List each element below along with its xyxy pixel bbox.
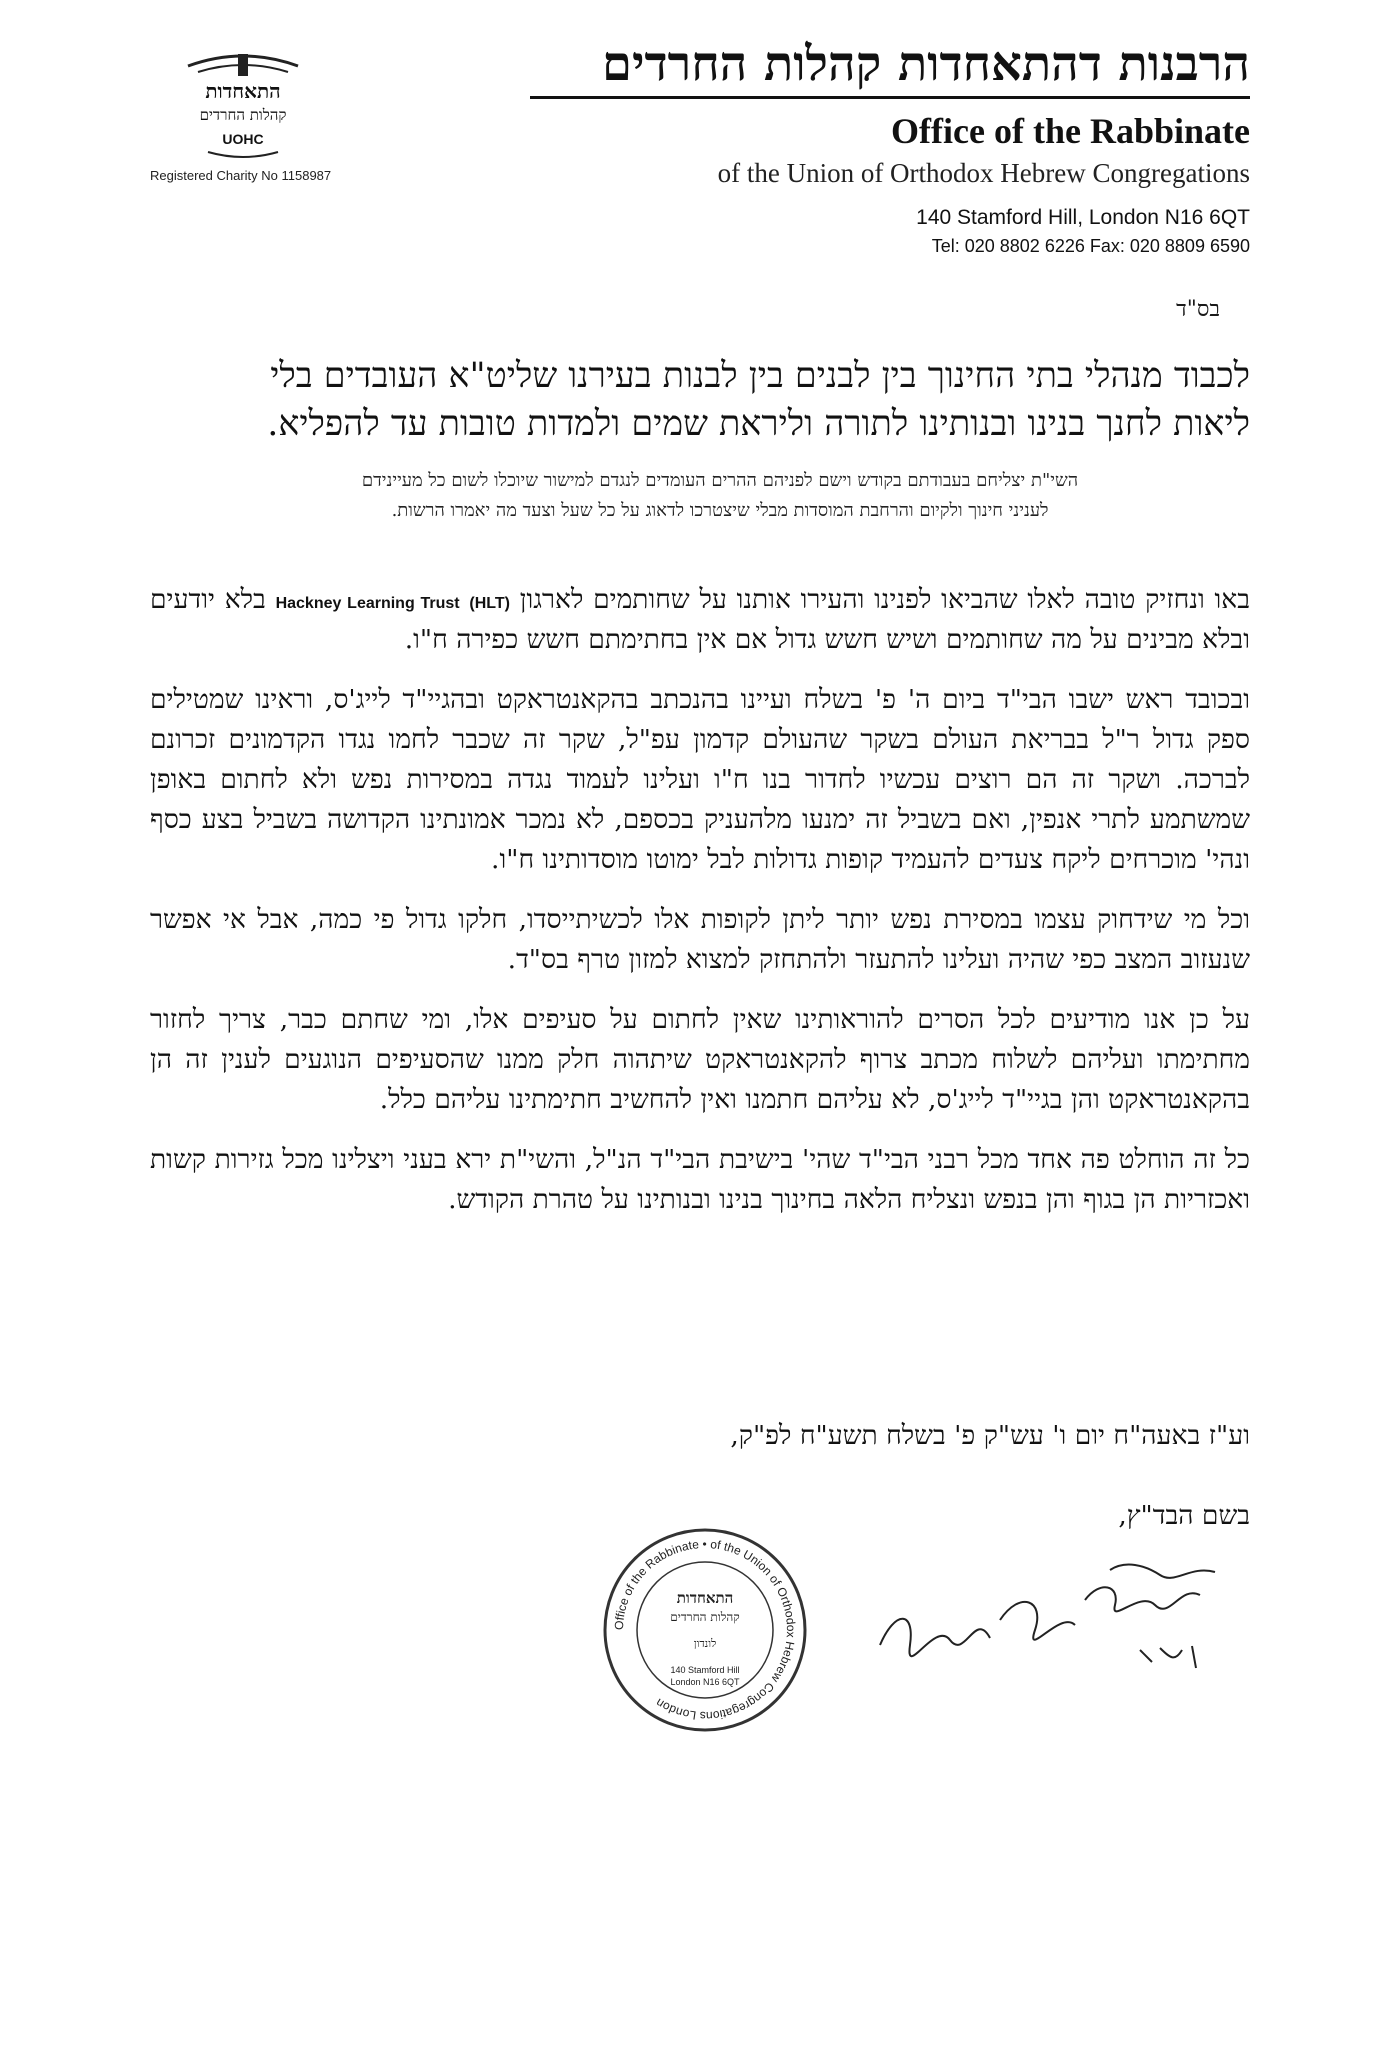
subheading-line: לעניני חינוך ולקיום והרחבת המוסדות מבלי שיצטרכו לדאוג על כל שעל וצעד מה יאמרו הרשות.	[391, 500, 1049, 521]
hlt-abbreviation: (HLT)	[469, 595, 510, 612]
heading-line: ליאות לחנך בנינו ובנותינו לתורה וליראת שמים ולמדות טובות עד להפליא.	[267, 404, 1250, 444]
seal-address-2: London N16 6QT	[670, 1677, 740, 1687]
seal-inner-text-3: לונדון	[693, 1637, 717, 1650]
letter-body	[150, 580, 1250, 1240]
logo-text-3: UOHC	[222, 131, 264, 147]
charity-number: Registered Charity No 1158987	[150, 168, 332, 183]
tel-fax: Tel: 020 8802 6226 Fax: 020 8809 6590	[931, 236, 1250, 256]
svg-text:Office of the Rabbinate • of t	[612, 1537, 798, 1723]
subheading-line: השי"ת יצליחם בעבודתם בקודש וישם לפניהם ההרים העומדים לנגדם למישור שיוכלו לשום כל מעיינידם	[361, 470, 1079, 491]
seal-inner-text-1: התאחדות	[676, 1589, 734, 1607]
closing-line: וע"ז באעה"ח יום ו' עש"ק פ' בשלח תשע"ח לפ"ק,	[730, 1420, 1250, 1451]
seal-address-1: 140 Stamford Hill	[670, 1665, 740, 1675]
paragraph-text: באו ונחזיק טובה לאלו שהביאו לפנינו והעירו אותנו על שחותמים לארגון	[519, 584, 1250, 615]
signature-icon	[860, 1550, 1240, 1700]
union-subtitle: of the Union of Orthodox Hebrew Congregations	[717, 158, 1250, 188]
handwritten-signature	[860, 1550, 1240, 1700]
body-paragraph-3: וכל מי שידחוק עצמו במסירת נפש יותר ליתן לקופות אלו לכשיתייסדו, חלקו גדול פי כמה, אבל אי אפשר שנעזוב המצב כפי שהיה ועלינו להתעזר ולהתחזק למצוא למזון טרף בס"ד.	[150, 904, 1250, 975]
body-paragraph-4: על כן אנו מודיעים לכל הסרים להוראותינו שאין לחתום על סעיפים אלו, ומי שחתם כבר, צריך לחזור מחתימתו ועליהם לשלוח מכתב צרוף להקאנטראקט שיתהוה חלק ממנו שהסעיפים הנוגעים לענין זה הן בהקאנטראקט והן בגיי"ד לייג'ס, לא עליהם חתמנו ואין להחשיב חתימתינו עליהם כלל.	[150, 1004, 1250, 1115]
logo-text-1: התאחדות	[205, 79, 281, 103]
letter-heading	[150, 352, 1250, 448]
seal-outer-text: Office of the Rabbinate • of the Union of Orthodox Hebrew Congregations London	[611, 1536, 799, 1724]
letter-subheading	[200, 466, 1240, 526]
bsd-mark: בס"ד	[1176, 297, 1220, 322]
seal-stamp-icon	[600, 1525, 810, 1735]
hlt-name: Hackney Learning Trust	[275, 595, 460, 612]
office-title: Office of the Rabbinate	[891, 111, 1250, 151]
body-paragraph-1	[150, 580, 1250, 660]
paragraph-text: בלא יודעים ובלא מבינים על מה שחותמים ושיש חשש גדול אם אין בחתימתם חשש כפירה ח"ו.	[150, 584, 1250, 655]
signoff-line: בשם הבד"ץ,	[1118, 1500, 1250, 1531]
address: 140 Stamford Hill, London N16 6QT	[916, 206, 1250, 229]
rabbinate-seal	[600, 1525, 810, 1735]
uohc-logo	[168, 52, 318, 162]
hebrew-letterhead-title: הרבנות דהתאחדות קהלות החרדים	[602, 36, 1250, 92]
heading-line: לכבוד מנהלי בתי החינוך בין לבנים בין לבנות בעירנו שליט"א העובדים בלי	[270, 356, 1250, 396]
logo-emblem-icon	[168, 52, 318, 162]
seal-inner-text-2: קהלות החרדים	[670, 1610, 740, 1624]
logo-text-2: קהלות החרדים	[199, 106, 287, 124]
letterhead-divider	[530, 96, 1250, 99]
body-paragraph-5: כל זה הוחלט פה אחד מכל רבני הבי"ד שהי' בישיבת הבי"ד הנ"ל, והשי"ת ירא בעני ויצלינו מכל גזירות קשות ואכזריות הן בגוף והן בנפש ונצליח הלאה בחינוך בנינו ובנותינו על טהרת הקודש.	[150, 1144, 1250, 1215]
body-paragraph-2: ובכובד ראש ישבו הבי"ד ביום ה' פ' בשלח ועיינו בהנכתב בהקאנטראקט ובהגיי"ד לייג'ס, וראינו שמטילים ספק גדול ר"ל בבריאת העולם בשקר שהעולם קדמון עפ"ל, שקר זה שכבר לחמו נגדו הקדמונים זכרונם לברכה. ושקר זה הם רוצים עכשיו לחדור בנו ח"ו ועלינו לעמוד נגדה במסירות נפש ולא לחתום באופן שמשתמע לתרי אנפין, ואם בשביל זה ימנעו מלהעניק בכספם, לא נמכר אמונתינו הקדושה בשביל בצע כסף ונהי' מוכרחים ליקח צעדים להעמיד קופות גדולות לבל ימוטו מוסדותינו ח"ו.	[150, 684, 1250, 875]
